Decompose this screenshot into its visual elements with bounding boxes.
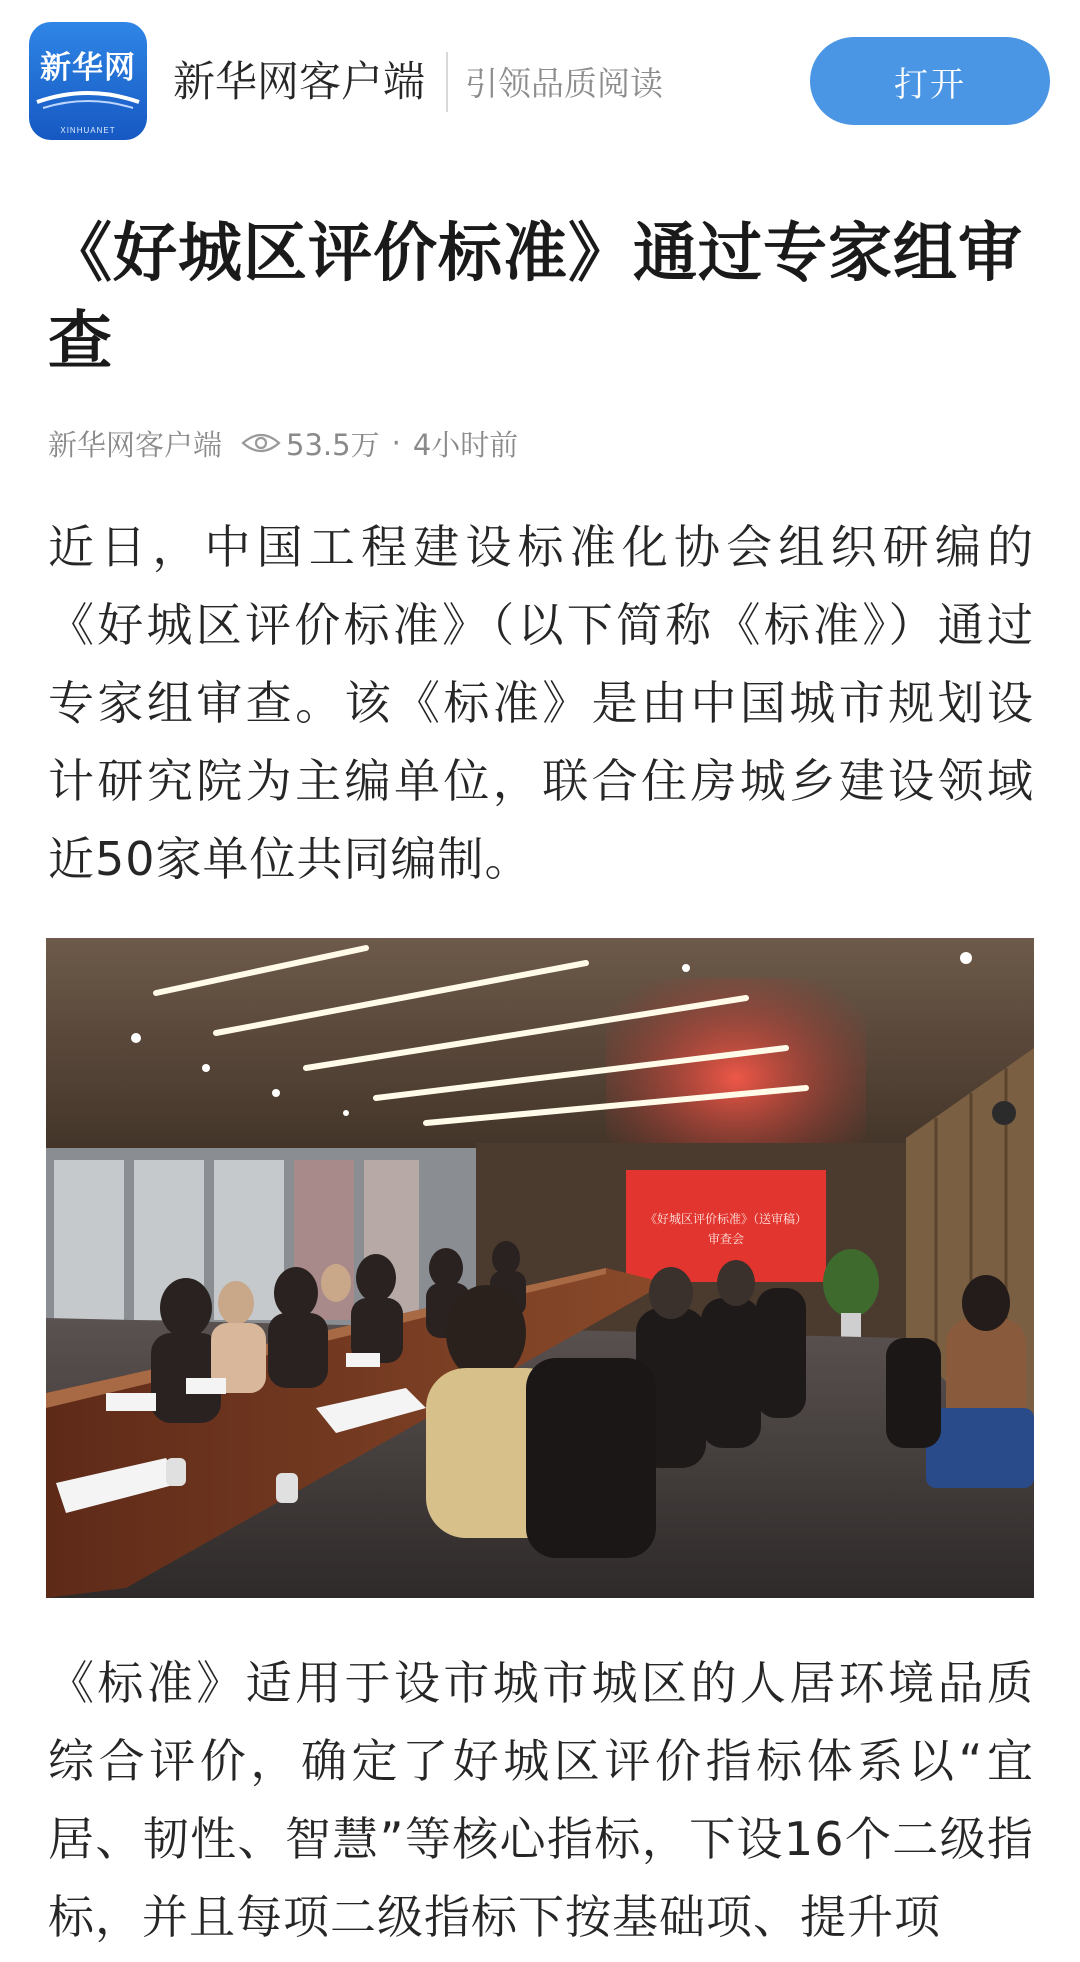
screen-title: 《好城区评价标准》（送审稿） [644, 1212, 808, 1226]
logo-swoosh-icon [29, 80, 147, 120]
article-paragraph-1: 近日，中国工程建设标准化协会组织研编的《好城区评价标准》（以下简称《标准》）通过专家组审查。该《标准》是由中国城市规划设计研究院为主编单位，联合住房城乡建设领域近50家单位共同编制。 [48, 520, 1034, 886]
app-slogan: 引领品质阅读 [465, 64, 663, 103]
logo-text: 新华网 [40, 50, 136, 86]
article-paragraph-2: 《标准》适用于设市城市城区的人居环境品质综合评价，确定了好城区评价指标体系以“宜居、韧性、智慧”等核心指标，下设16个二级指标，并且每项二级指标下按基础项、提升项 [48, 1656, 1034, 1944]
app-banner [0, 0, 1080, 150]
eye-icon [240, 430, 282, 456]
publish-time: 4小时前 [412, 427, 519, 462]
meta-separator: · [391, 426, 401, 460]
open-app-button[interactable]: 打开 [810, 37, 1050, 125]
meeting-room-illustration [46, 938, 1034, 1598]
article-source[interactable]: 新华网客户端 [48, 427, 223, 462]
app-name: 新华网客户端 [173, 57, 426, 106]
header-divider [446, 52, 448, 112]
view-count: 53.5万 [286, 427, 380, 462]
article-photo-meeting-room[interactable] [46, 938, 1034, 1598]
article-meta [48, 420, 518, 466]
article-title: 《好城区评价标准》通过专家组审查 [48, 217, 1023, 379]
logo-subtext: XINHUANET [60, 126, 116, 135]
screen-subtitle: 审查会 [707, 1232, 745, 1246]
xinhuanet-logo[interactable] [29, 22, 147, 140]
